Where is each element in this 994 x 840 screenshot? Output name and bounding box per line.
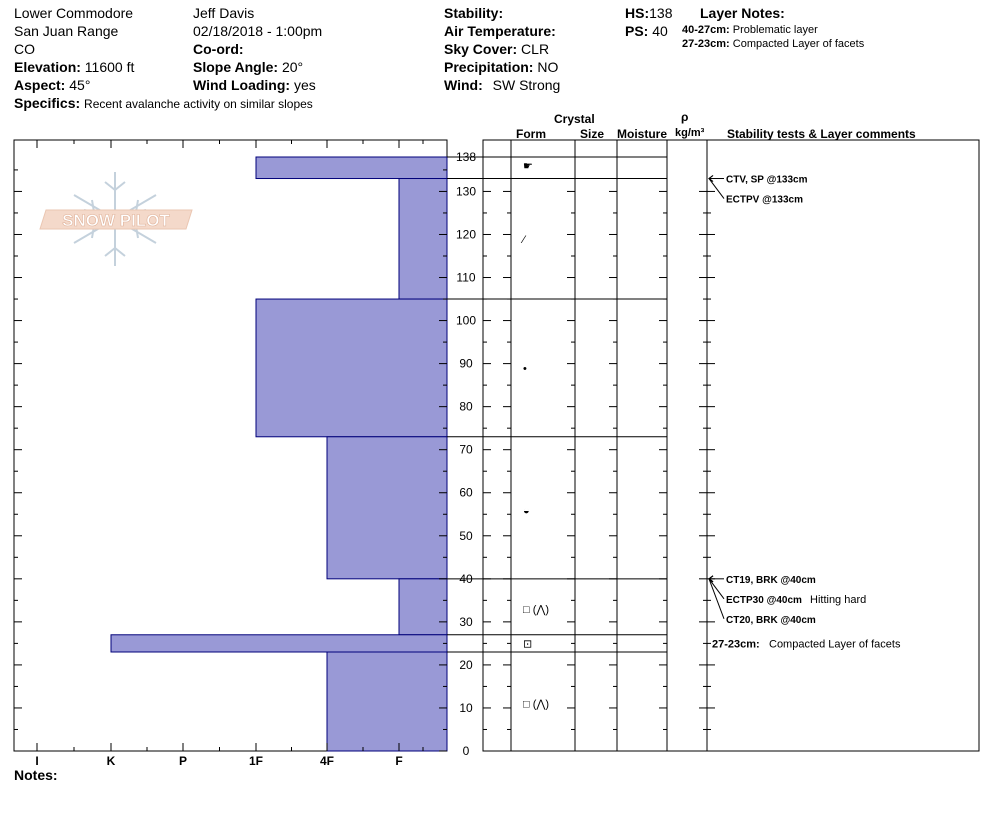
depth-label-5: 50 <box>459 528 473 543</box>
wind-value: SW Strong <box>492 77 561 93</box>
hs-label: HS: <box>625 5 650 21</box>
elevation-label: Elevation: <box>14 59 81 75</box>
depth-label-1: 10 <box>459 700 473 715</box>
depth-label-13: 130 <box>455 184 477 199</box>
depth-label-8: 80 <box>459 399 473 414</box>
notes-label: Notes: <box>14 767 58 783</box>
specifics-value: Recent avalanche activity on similar slopes <box>84 97 313 111</box>
layer-note-1: 40-27cm: Problematic layer <box>682 24 818 36</box>
snowpilot-logo <box>40 172 192 266</box>
test-arrow-1 <box>709 179 724 199</box>
table-ticks <box>483 191 715 751</box>
depth-label-10: 100 <box>455 313 477 328</box>
x-tick-label-4: 4F <box>319 754 335 768</box>
stability-test-1: ECTPV @133cm <box>726 194 804 206</box>
logo-text: SNOW PILOT <box>62 211 170 230</box>
layer-notes-title: Layer Notes: <box>700 5 785 21</box>
precip-value: NO <box>537 59 559 75</box>
slope-value: 20° <box>281 59 304 75</box>
depth-label-0: 0 <box>462 744 470 758</box>
range: San Juan Range <box>14 23 119 39</box>
grain-form-6: □ (⋀) <box>523 698 550 711</box>
rho-header: ρ <box>681 110 689 124</box>
layer-boundaries <box>447 157 667 652</box>
depth-label-6: 60 <box>459 485 473 500</box>
grain-form-5: ⊡ <box>523 638 533 651</box>
depth-label-4: 40 <box>459 571 473 586</box>
aspect-label: Aspect: <box>14 77 66 93</box>
aspect-value: 45° <box>69 77 91 93</box>
grain-form-2: • <box>523 362 527 375</box>
air-temp-label: Air Temperature: <box>444 23 556 39</box>
grain-form-1: ⁄ <box>523 233 525 246</box>
grain-form-0: ☛ <box>523 160 533 173</box>
density-header: kg/m³ <box>675 127 705 139</box>
slope-label: Slope Angle: <box>193 59 279 75</box>
depth-label-9: 90 <box>459 356 473 371</box>
test-arrow-3 <box>709 579 724 599</box>
size-header: Size <box>580 127 605 141</box>
layer-table-frame <box>483 140 979 751</box>
datetime: 02/18/2018 - 1:00pm <box>193 23 323 39</box>
stability-header: Stability tests & Layer comments <box>727 127 916 141</box>
ps-value: 40 <box>652 23 668 39</box>
layer-comment-range-0: 27-23cm: <box>712 638 760 651</box>
stability-tests <box>709 175 901 651</box>
moisture-header: Moisture <box>617 127 668 141</box>
layer-note-2: 27-23cm: Compacted Layer of facets <box>682 38 865 50</box>
observer: Jeff Davis <box>193 5 255 21</box>
wind-loading-value: yes <box>293 77 316 93</box>
hardness-bar-0 <box>256 157 447 179</box>
hardness-bar-5 <box>111 635 447 652</box>
sky-label: Sky Cover: <box>444 41 518 57</box>
elevation-value: 11600 ft <box>84 59 135 75</box>
hardness-bars <box>111 157 447 751</box>
depth-label-14: 138 <box>455 150 477 164</box>
depth-label-2: 20 <box>459 657 473 672</box>
specifics-label: Specifics: <box>14 95 81 111</box>
hardness-bar-3 <box>327 437 447 579</box>
grain-forms <box>520 161 549 711</box>
layer-comment-text-0: Compacted Layer of facets <box>769 638 901 651</box>
wind-label: Wind: <box>444 77 483 93</box>
stability-test-2: CT19, BRK @40cm <box>726 574 816 586</box>
depth-label-11: 110 <box>456 270 476 285</box>
stability-test-3: ECTP30 @40cm <box>726 594 802 606</box>
wind-loading-label: Wind Loading: <box>193 77 291 93</box>
x-tick-label-3: 1F <box>248 754 264 768</box>
hardness-bar-4 <box>399 579 447 635</box>
depth-label-3: 30 <box>459 614 473 629</box>
test-arrow-4 <box>709 579 724 619</box>
form-header: Form <box>516 127 546 141</box>
location: Lower Commodore <box>14 5 134 21</box>
hardness-bar-2 <box>256 299 447 437</box>
grain-form-4: □ (⋀) <box>523 603 550 616</box>
depth-label-12: 120 <box>455 227 477 242</box>
ps-label: PS: <box>625 23 649 39</box>
stability-test-comment-3: Hitting hard <box>810 593 867 606</box>
precip-label: Precipitation: <box>444 59 534 75</box>
x-tick-label-0: I <box>35 754 39 768</box>
depth-label-7: 70 <box>459 442 473 457</box>
hs-value: 138 <box>649 5 673 21</box>
stability-label: Stability: <box>444 5 504 21</box>
sky-value: CLR <box>521 41 550 57</box>
hardness-bar-1 <box>399 179 447 300</box>
x-tick-label-1: K <box>106 754 116 768</box>
coord-label: Co-ord: <box>193 41 244 57</box>
x-tick-label-2: P <box>178 754 188 768</box>
stability-test-4: CT20, BRK @40cm <box>726 614 816 626</box>
hardness-bar-6 <box>327 652 447 751</box>
grain-form-3: ◒ <box>523 504 530 517</box>
stability-test-0: CTV, SP @133cm <box>726 174 808 186</box>
x-tick-label-5: F <box>395 754 403 768</box>
crystal-header: Crystal <box>554 112 595 126</box>
state: CO <box>14 41 35 57</box>
